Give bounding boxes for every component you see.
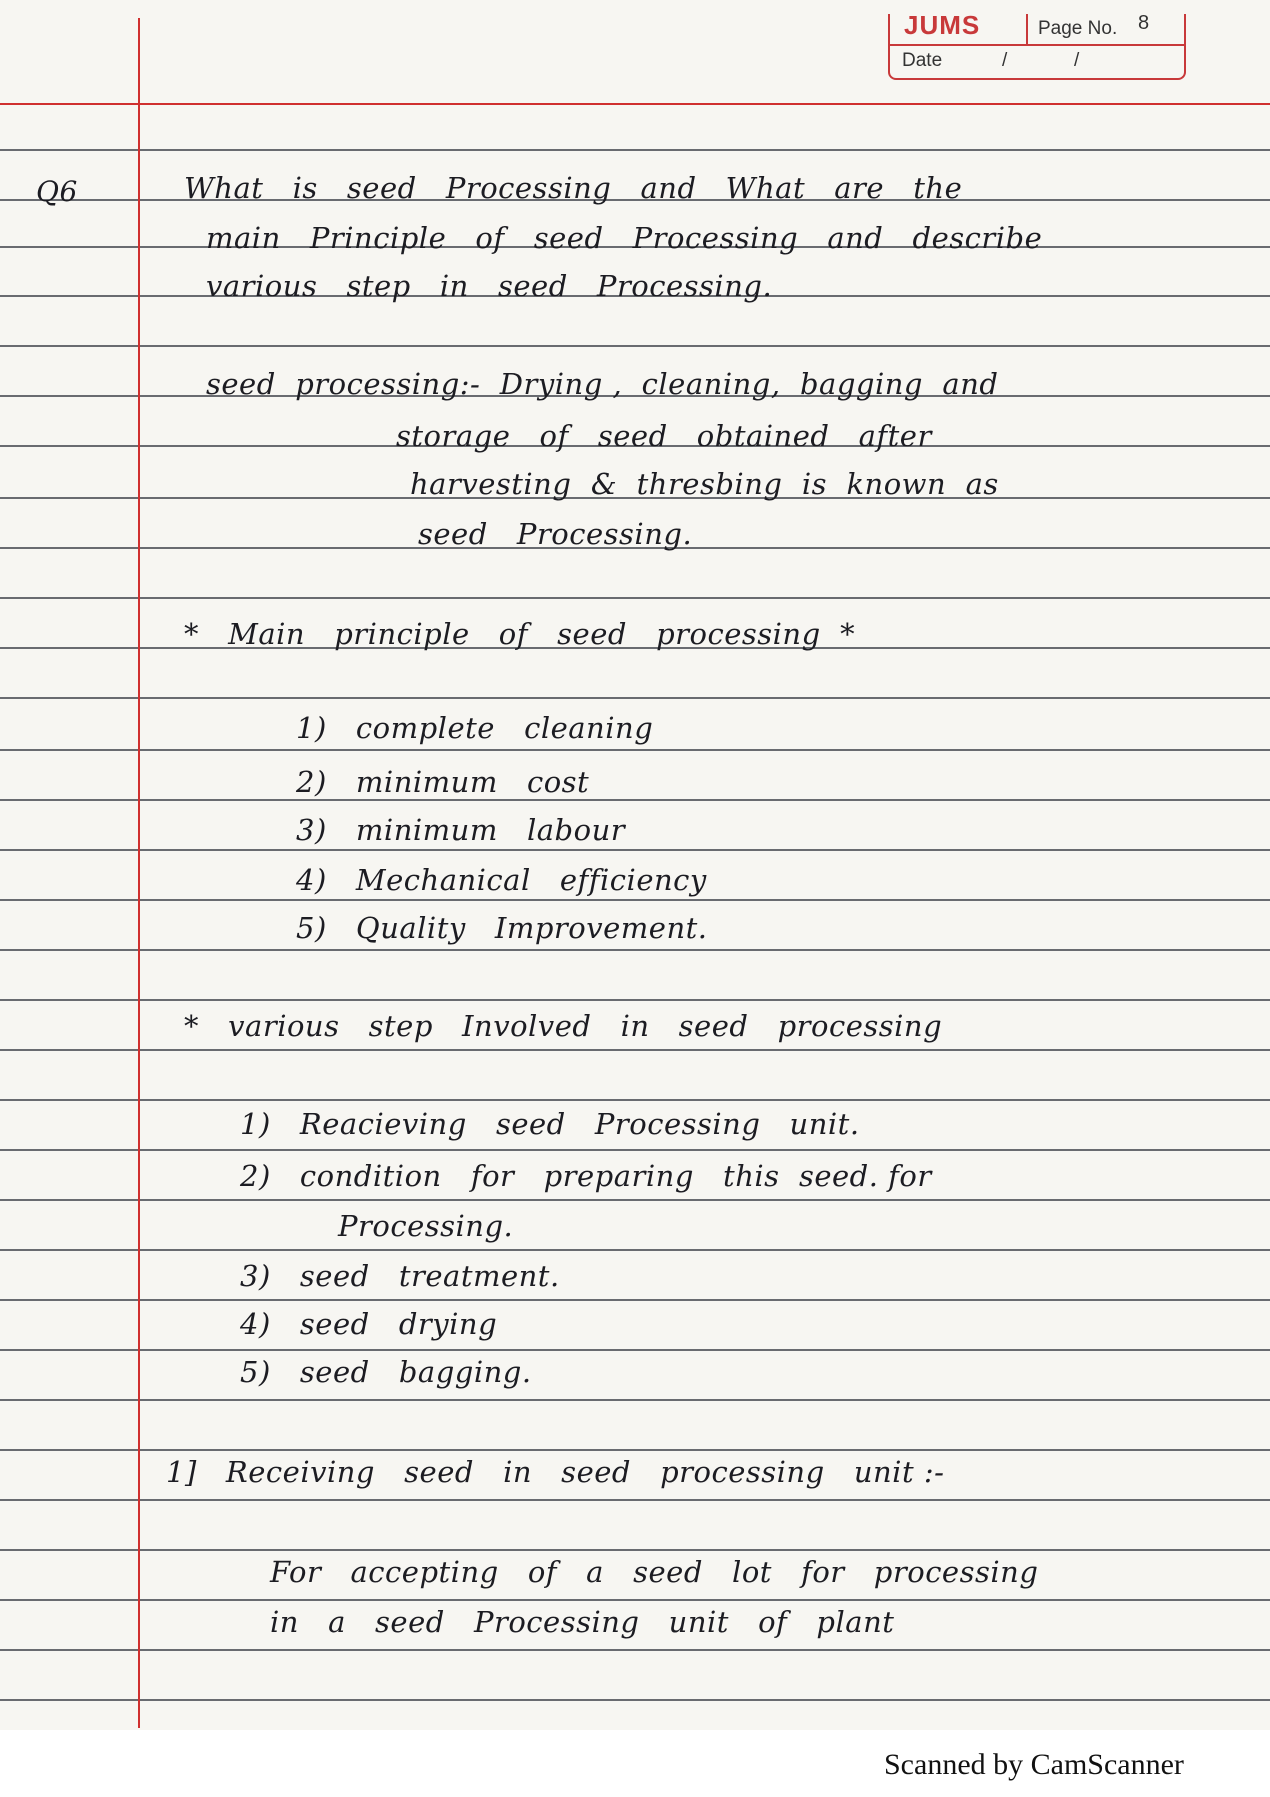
scanner-watermark: Scanned by CamScanner — [884, 1748, 1184, 1781]
principle-item: 2) minimum cost — [296, 765, 590, 799]
step-item: 5) seed bagging. — [240, 1355, 532, 1389]
question-line: What is seed Processing and What are the — [184, 171, 963, 205]
principles-heading: * Main principle of seed processing * — [184, 617, 856, 651]
question-number: Q6 — [36, 175, 78, 208]
margin-line — [138, 18, 140, 1728]
notebook-brand: JUMS — [904, 10, 981, 40]
step-item-continuation: Processing. — [338, 1209, 514, 1243]
question-line: various step in seed Processing. — [206, 269, 773, 303]
step-item: 1) Reacieving seed Processing unit. — [240, 1107, 860, 1141]
date-separator: / — [1002, 50, 1008, 71]
receiving-line: For accepting of a seed lot for processing — [270, 1555, 1039, 1589]
principle-item: 1) complete cleaning — [296, 711, 654, 745]
principle-item: 4) Mechanical efficiency — [296, 863, 707, 897]
definition-line: seed processing:- Drying , cleaning, bagging and — [206, 367, 999, 401]
step-item: 3) seed treatment. — [240, 1259, 560, 1293]
date-label: Date — [902, 50, 943, 71]
principle-item: 3) minimum labour — [296, 813, 626, 847]
receiving-heading: 1] Receiving seed in seed processing unit :- — [166, 1455, 945, 1489]
page-number-label: Page No. — [1038, 18, 1118, 39]
step-item: 4) seed drying — [240, 1307, 498, 1341]
definition-line: storage of seed obtained after — [396, 419, 932, 453]
steps-heading: * various step Involved in seed processing — [184, 1009, 943, 1043]
receiving-line: in a seed Processing unit of plant — [270, 1605, 895, 1639]
step-item: 2) condition for preparing this seed. for — [240, 1159, 932, 1193]
page-number-value: 8 — [1138, 12, 1150, 34]
page-header-box — [888, 10, 1186, 80]
date-separator: / — [1074, 50, 1080, 71]
principle-item: 5) Quality Improvement. — [296, 911, 708, 945]
header-divider-horizontal — [890, 44, 1184, 46]
definition-line: seed Processing. — [418, 517, 693, 551]
question-line: main Principle of seed Processing and describe — [206, 221, 1043, 255]
top-rule — [0, 103, 1270, 105]
header-divider — [1026, 14, 1028, 44]
definition-line: harvesting & thresbing is known as — [410, 467, 999, 501]
